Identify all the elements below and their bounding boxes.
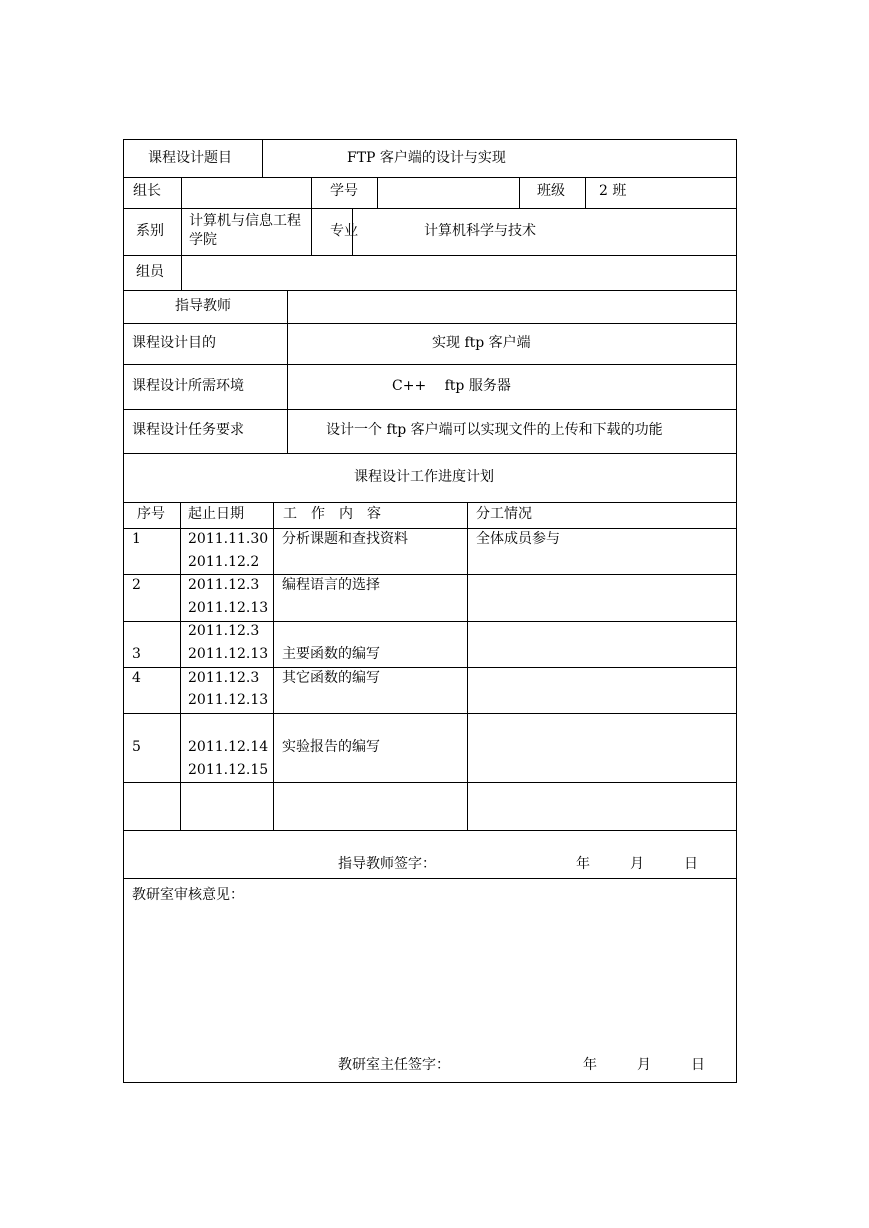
row-divider (124, 323, 736, 324)
course-design-form (123, 139, 737, 1083)
major-label: 专业 (330, 223, 358, 239)
row-divider (124, 621, 736, 622)
members-label: 组员 (136, 264, 164, 280)
row-divider (124, 409, 736, 410)
column-header-division: 分工情况 (476, 506, 532, 522)
column-header-content: 工 作 内 容 (283, 506, 381, 522)
row-4-end-date: 2011.12.13 (188, 692, 269, 708)
row-3-end-date: 2011.12.13 (188, 646, 269, 662)
row-2-start-date: 2011.12.3 (188, 577, 260, 593)
row-1-end-date: 2011.12.2 (188, 554, 260, 570)
row-2-content: 编程语言的选择 (282, 577, 380, 593)
advisor-signature-month: 月 (630, 856, 644, 872)
row-5-start-date: 2011.12.14 (188, 739, 269, 755)
review-label: 教研室审核意见： (132, 887, 244, 903)
row-2-no: 2 (132, 577, 141, 593)
column-header-dates: 起止日期 (188, 506, 244, 522)
advisor-signature-year: 年 (576, 856, 590, 872)
row-divider (124, 878, 736, 879)
advisor-signature-label: 指导教师签字： (338, 856, 436, 872)
col-divider (311, 177, 312, 255)
major-value: 计算机科学与技术 (424, 223, 536, 239)
row-divider (124, 177, 736, 178)
leader-label: 组长 (133, 183, 161, 199)
col-divider (467, 502, 468, 830)
col-divider (585, 177, 586, 208)
col-divider (262, 140, 263, 177)
column-header-no: 序号 (137, 506, 165, 522)
col-divider (519, 177, 520, 208)
purpose-label: 课程设计目的 (132, 335, 216, 351)
schedule-title: 课程设计工作进度计划 (354, 469, 494, 485)
row-4-start-date: 2011.12.3 (188, 670, 260, 686)
student-id-label: 学号 (330, 183, 358, 199)
row-divider (124, 830, 736, 831)
row-divider (124, 782, 736, 783)
topic-value: FTP 客户端的设计与实现 (347, 150, 506, 166)
review-signature-month: 月 (637, 1057, 651, 1073)
row-4-content: 其它函数的编写 (282, 670, 380, 686)
row-divider (124, 502, 736, 503)
row-3-no: 3 (132, 646, 141, 662)
row-3-start-date: 2011.12.3 (188, 623, 260, 639)
col-divider (180, 502, 181, 830)
row-1-content: 分析课题和查找资料 (282, 531, 408, 547)
advisor-label: 指导教师 (175, 298, 231, 314)
row-divider (124, 364, 736, 365)
col-divider (287, 290, 288, 453)
class-value: 2 班 (599, 183, 627, 199)
row-divider (124, 667, 736, 668)
department-label: 系别 (136, 223, 164, 239)
department-value: 计算机与信息工程学院 (189, 213, 301, 248)
row-4-no: 4 (132, 670, 141, 686)
row-divider (124, 255, 736, 256)
row-3-content: 主要函数的编写 (282, 646, 380, 662)
row-1-start-date: 2011.11.30 (188, 531, 269, 547)
row-5-content: 实验报告的编写 (282, 739, 380, 755)
col-divider (377, 177, 378, 208)
environment-value: C++ ftp 服务器 (392, 378, 511, 394)
purpose-value: 实现 ftp 客户端 (432, 335, 531, 351)
review-signature-day: 日 (691, 1057, 705, 1073)
row-5-no: 5 (132, 739, 141, 755)
row-2-end-date: 2011.12.13 (188, 600, 269, 616)
row-1-division: 全体成员参与 (476, 531, 560, 547)
requirement-value: 设计一个 ftp 客户端可以实现文件的上传和下载的功能 (326, 422, 663, 438)
review-signature-label: 教研室主任签字： (338, 1057, 450, 1073)
row-divider (124, 713, 736, 714)
row-divider (124, 574, 736, 575)
review-signature-year: 年 (583, 1057, 597, 1073)
topic-label: 课程设计题目 (148, 150, 232, 166)
row-divider (124, 290, 736, 291)
row-5-end-date: 2011.12.15 (188, 762, 269, 778)
col-divider (181, 177, 182, 290)
environment-label: 课程设计所需环境 (132, 378, 244, 394)
row-divider (124, 208, 736, 209)
class-label: 班级 (537, 183, 565, 199)
col-divider (273, 502, 274, 830)
requirement-label: 课程设计任务要求 (132, 422, 244, 438)
row-divider (124, 453, 736, 454)
row-divider (124, 528, 736, 529)
advisor-signature-day: 日 (684, 856, 698, 872)
row-1-no: 1 (132, 531, 141, 547)
